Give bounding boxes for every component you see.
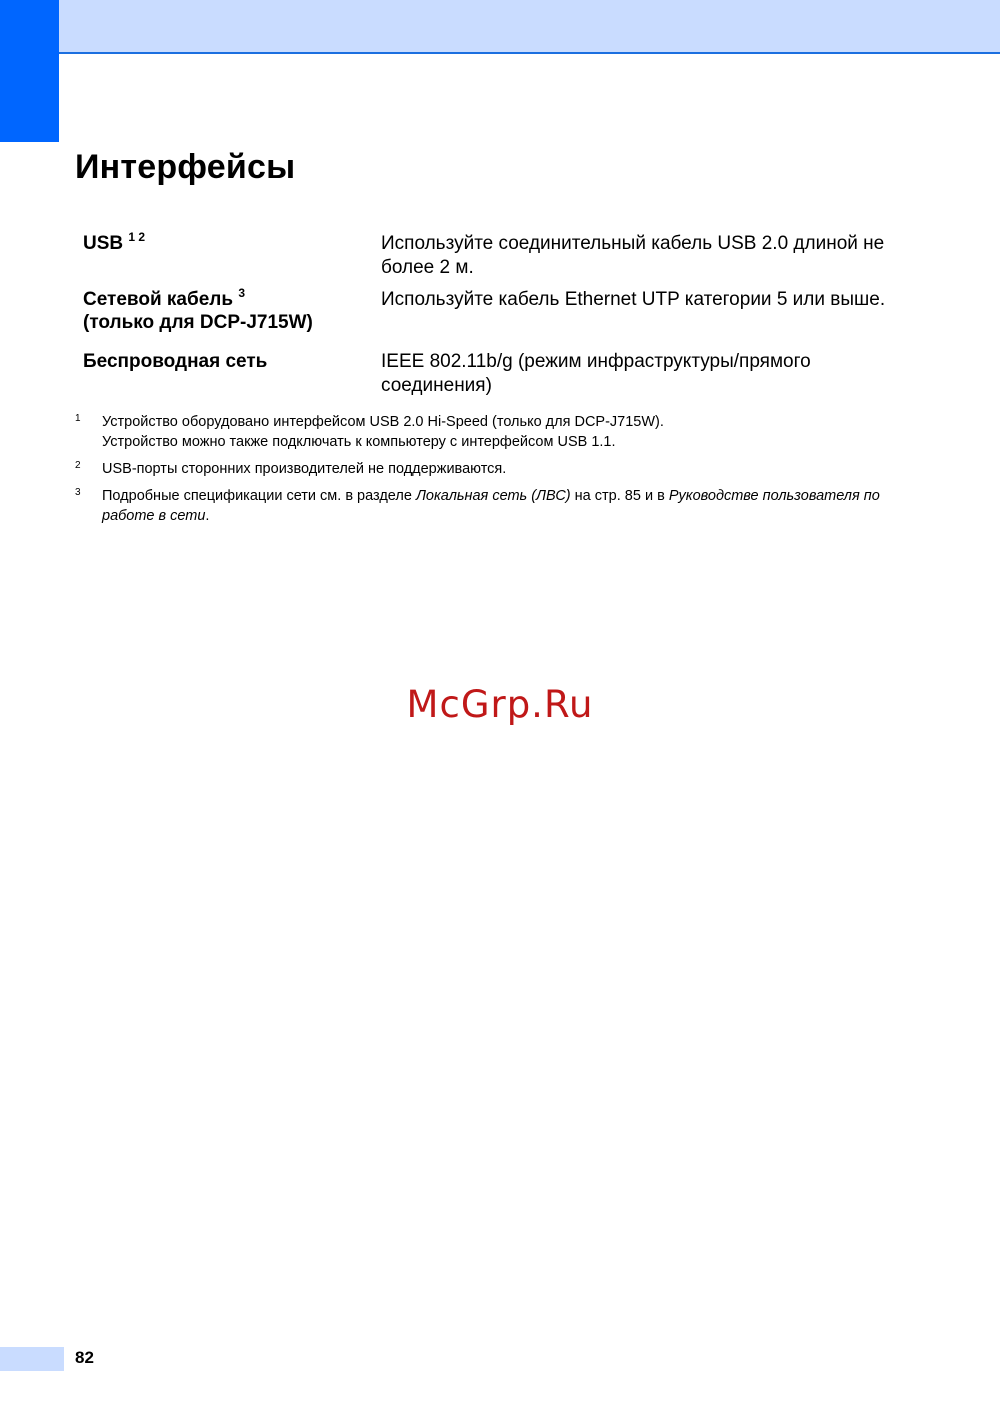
footnote-text — [102, 412, 935, 452]
header-band — [0, 0, 1000, 54]
footnote-segment: . — [205, 508, 210, 524]
footnote-line: Устройство можно также подключать к компьютеру с интерфейсом USB 1.1. — [102, 434, 616, 450]
spec-label-text: USB — [83, 233, 124, 254]
spec-row-wireless — [83, 350, 923, 398]
page-title: Интерфейсы — [75, 148, 296, 186]
footer-band — [0, 1347, 64, 1371]
chapter-tab — [0, 0, 59, 142]
spec-label — [83, 288, 381, 350]
spec-label-text: Беспроводная сеть — [83, 351, 268, 372]
spec-label — [83, 350, 381, 398]
spec-row-usb — [83, 232, 923, 288]
footnote-number: 1 — [75, 413, 81, 424]
watermark: McGrp.Ru — [406, 683, 594, 726]
footnote-ref: 3 — [238, 286, 246, 300]
footnotes — [75, 412, 935, 533]
spec-value: Используйте кабель Ethernet UTP категории 5 или выше. — [381, 289, 886, 310]
spec-label-note: (только для DCP-J715W) — [83, 312, 313, 333]
footnote-line: USB-порты сторонних производителей не поддерживаются. — [102, 461, 507, 477]
footnote-2 — [75, 459, 935, 479]
spec-value: IEEE 802.11b/g (режим инфраструктуры/прямого соединения) — [381, 351, 811, 396]
spec-label-text: Сетевой кабель — [83, 289, 234, 310]
cross-reference-link[interactable]: Локальная сеть (ЛВС) — [415, 488, 571, 504]
spec-row-lan — [83, 288, 923, 350]
footnote-segment: Подробные спецификации сети см. в разделе — [102, 488, 416, 504]
footnote-number: 3 — [75, 487, 81, 498]
footnote-number: 2 — [75, 460, 81, 471]
spec-label — [83, 232, 381, 288]
footnote-text — [102, 459, 935, 479]
footnote-1 — [75, 412, 935, 452]
footnote-text — [102, 486, 935, 526]
spec-value: Используйте соединительный кабель USB 2.0 длиной не более 2 м. — [381, 233, 885, 278]
page-number: 82 — [75, 1348, 94, 1367]
footnote-3 — [75, 486, 935, 526]
footnote-line: Устройство оборудовано интерфейсом USB 2.0 Hi-Speed (только для DCP-J715W). — [102, 414, 664, 430]
footnote-ref: 1 2 — [128, 230, 146, 244]
cross-reference-guide[interactable]: Руководстве пользователя по работе в сети — [102, 488, 880, 524]
footnote-segment: на стр. 85 и в — [570, 488, 669, 504]
spec-table — [83, 232, 923, 398]
